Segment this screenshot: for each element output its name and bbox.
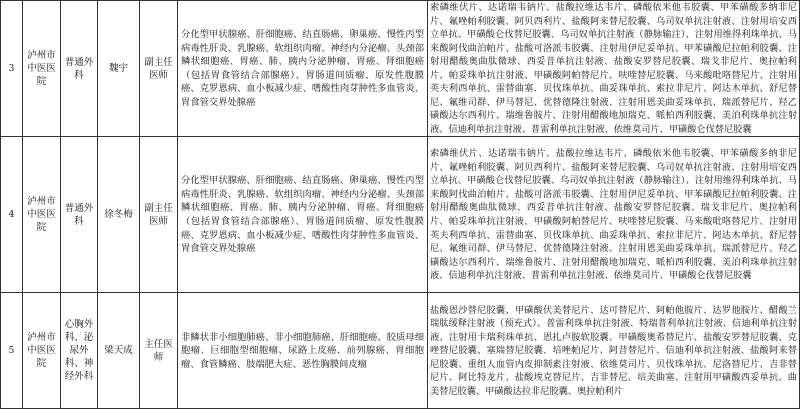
department-cell: 心胸外科、泌尿外科、神经外科 [61,293,98,409]
drug-list-cell: 索磷维伏片、达诺瑞韦钠片、盐酸拉维达韦片、磷酸依米他韦胶囊、甲苯磺酸多纳非尼片、氟唑帕利胶囊、阿贝西利片、盐酸阿来替尼胶囊、乌司奴单抗注射液、注射用培安西立单抗、甲磺酸仑伐替尼胶囊、乌司奴单抗注射液（静脉输注）、注射用维得利珠单抗、马来酸阿伐曲泊帕片、盐酸可洛派韦胶囊、注射用伊尼妥单抗、甲苯磺酸尼拉帕利胶囊、注射用醋酸奥曲肽微球、西妥昔单抗注射液、盐酸安罗替尼胶囊、瑞戈非尼片、奥拉帕利片、帕妥珠单抗注射液、甲磺酸阿帕替尼片、呋喹替尼胶囊、马来酸吡咯替尼片、注射用英夫利西单抗、雷替曲塞、贝伐珠单抗、曲妥珠单抗、索拉非尼片、阿达木单抗、舒尼替尼、氟维司群、伊马替尼、优替德隆注射液、注射用恩美曲妥珠单抗、瑞派替尼片、羟乙磺酸达尔西利片、瑞维鲁胺片、注射用醋酸地加瑞克、哌柏西利胶囊、美泊利珠单抗注射液、信迪利单抗注射液、普雷利单抗注射液、依维莫司片、甲磺酸仑伐替尼胶囊 [428,1,800,137]
disease-scope-cell: 非鳞状非小细胞肺癌、非小细胞肺癌、肝细胞癌、胶质母细胞瘤、巨细胞型细胞瘤、尿路上皮癌、前列腺癌、胃细胞瘤、食管鳞癌、肢端肥大症、恶性胸膜间皮瘤 [178,293,428,409]
department-cell: 普通外科 [61,137,98,293]
physician-title-cell: 副主任医师 [140,1,178,137]
physician-title-cell: 主任医师 [140,293,178,409]
department-cell: 普通外科 [61,1,98,137]
row-number: 4 [1,137,23,293]
row-number: 3 [1,1,23,137]
drug-list-cell: 索磷维伏片、达诺瑞韦钠片、盐酸拉维达韦片、磷酸依米他韦胶囊、甲苯磺酸多纳非尼片、氟唑帕利胶囊、阿贝西利片、盐酸阿来替尼胶囊、乌司奴单抗注射液、注射用培安西立单抗、甲磺酸仑伐替尼胶囊、乌司奴单抗注射液（静脉输注）、注射用维得利珠单抗、马来酸阿伐曲泊帕片、盐酸可洛派韦胶囊、注射用伊尼妥单抗、甲苯磺酸尼拉帕利胶囊、注射用醋酸奥曲肽微球、西妥昔单抗注射液、盐酸安罗替尼胶囊、瑞戈非尼片、奥拉帕利片、帕妥珠单抗注射液、甲磺酸阿帕替尼片、呋喹替尼胶囊、马来酸吡咯替尼片、注射用英夫利西单抗、雷替曲塞、贝伐珠单抗、曲妥珠单抗、索拉非尼片、阿达木单抗、舒尼替尼、氟维司群、伊马替尼、优替德隆注射液、注射用恩美曲妥珠单抗、瑞派替尼片、羟乙磺酸达尔西利片、瑞维鲁胺片、注射用醋酸地加瑞克、哌柏西利胶囊、美泊利珠单抗注射液、信迪利单抗注射液、普雷利单抗注射液、依维莫司片、甲磺酸仑伐替尼胶囊 [428,137,800,293]
row-number: 5 [1,293,23,409]
physician-name-cell: 徐冬梅 [98,137,140,293]
hospital-cell: 泸州市中医医院 [23,137,61,293]
disease-scope-cell: 分化型甲状腺癌、肝细胞癌、结直肠癌、卵巢癌、慢性丙型病毒性肝炎、乳腺癌、软组织肉瘤、神经内分泌瘤、头颈部鳞状细胞癌、胃癌、肺、胰内分泌肿瘤、胃癌、肾细胞癌（包括胃食管结合部腺癌）、胃肠道间质瘤、原发性腹膜癌、克罗恩病、血小板减少症、嗜酸性肉芽肿性多血管炎、胃食管交界处腺癌 [178,1,428,137]
hospital-cell: 泸州市中医医院 [23,1,61,137]
table-row [1,1,800,137]
drug-list-cell: 盐酸恩沙替尼胶囊、甲磺酸伏美替尼片、达可替尼片、阿帕他胺片、达罗他胺片、醋酸兰瑞肽缓释注射液（预充式）、普雷利珠单抗注射液、特瑞普利单抗注射液、信迪利单抗注射液、注射用卡瑞利珠单抗、恩扎卢胺软胶囊、甲磺酸奥希替尼片、盐酸安罗替尼胶囊、克唑替尼胶囊、塞瑞替尼胶囊、培唑帕尼片、阿昔替尼片、信迪利单抗注射液、盐酸阿来替尼胶囊、重组人血管内皮抑制素注射液、依维莫司片、贝伐珠单抗、尼洛替尼片、吉非替尼片、阿比特龙片、盐酸埃克替尼片、吉非替尼、培美曲塞、注射用甲磺酸西妥单抗、曲美替尼胶囊、甲磺酸达拉非尼胶囊、奥拉帕利片 [428,293,800,409]
physician-name-cell: 魏宇 [98,1,140,137]
table-row [1,293,800,409]
physician-title-cell: 副主任医师 [140,137,178,293]
disease-scope-cell: 分化型甲状腺癌、肝细胞癌、结直肠癌、卵巢癌、慢性丙型病毒性肝炎、乳腺癌、软组织肉瘤、神经内分泌瘤、头颈部鳞状细胞癌、胃癌、肺、胰内分泌肿瘤、胃癌、肾细胞癌（包括胃食管结合部腺癌）、胃肠道间质瘤、原发性腹膜癌、克罗恩病、血小板减少症、嗜酸性肉芽肿性多血管炎、胃食管交界处腺癌 [178,137,428,293]
hospital-cell: 泸州市中医医院 [23,293,61,409]
physician-name-cell: 梁天成 [98,293,140,409]
table-row [1,137,800,293]
